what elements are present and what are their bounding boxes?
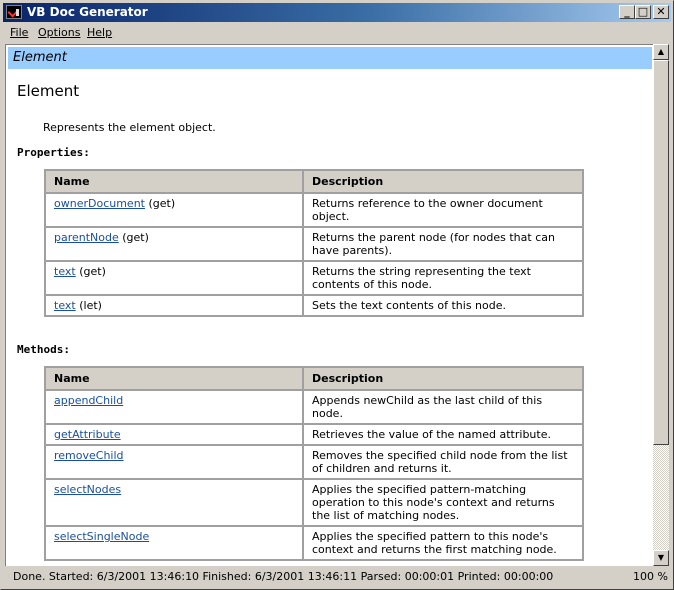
property-link[interactable]: ownerDocument — [54, 197, 145, 210]
property-accessor: (get) — [144, 197, 176, 210]
method-link[interactable]: removeChild — [54, 449, 124, 462]
property-name-cell — [45, 227, 303, 261]
methods-table — [44, 366, 584, 561]
property-description: Returns the parent node (for nodes that can have parents). — [303, 227, 583, 261]
properties-heading: Properties: — [17, 146, 90, 159]
property-name-cell — [45, 193, 303, 227]
table-row — [45, 445, 583, 479]
method-name-cell — [45, 445, 303, 479]
table-row — [45, 424, 583, 445]
scroll-thumb[interactable] — [653, 60, 669, 445]
property-description: Returns reference to the owner document object. — [303, 193, 583, 227]
window-title: VB Doc Generator — [27, 5, 148, 19]
method-name-cell — [45, 424, 303, 445]
title-bar[interactable] — [3, 3, 671, 22]
menu-options[interactable] — [38, 26, 80, 39]
menu-help-label: Help — [87, 26, 113, 39]
table-row — [45, 295, 583, 316]
table-header-row — [45, 170, 583, 193]
table-row — [45, 526, 583, 560]
method-link[interactable]: selectSingleNode — [54, 530, 150, 543]
status-text: Done. Started: 6/3/2001 13:46:10 Finished: 6/3/2001 13:46:11 Parsed: 00:00:01 Printed: 00:00:00 — [13, 570, 554, 583]
down-arrow-icon: ▼ — [657, 553, 665, 562]
method-link[interactable]: selectNodes — [54, 483, 122, 496]
doc-header: Element — [8, 47, 652, 69]
scroll-up-button[interactable] — [653, 44, 669, 60]
menu-help[interactable] — [87, 26, 112, 39]
app-icon[interactable] — [6, 5, 22, 19]
method-name-cell — [45, 479, 303, 526]
maximize-button[interactable]: □ — [635, 5, 651, 19]
menu-bar — [3, 23, 671, 42]
menu-options-label: Options — [38, 26, 81, 39]
method-link[interactable]: getAttribute — [54, 428, 121, 441]
page-title: Element — [17, 82, 80, 100]
property-link[interactable]: text — [54, 265, 76, 278]
method-description: Applies the specified pattern to this node's context and returns the first matching node. — [303, 526, 583, 560]
document-view[interactable] — [5, 44, 653, 566]
methods-heading: Methods: — [17, 343, 70, 356]
menu-file[interactable] — [10, 26, 28, 39]
table-row — [45, 479, 583, 526]
property-description: Returns the string representing the text contents of this node. — [303, 261, 583, 295]
property-accessor: (let) — [75, 299, 102, 312]
table-row — [45, 227, 583, 261]
properties-table — [44, 169, 584, 317]
property-description: Sets the text contents of this node. — [303, 295, 583, 316]
up-arrow-icon: ▲ — [657, 47, 665, 56]
vertical-scrollbar[interactable] — [653, 44, 669, 566]
method-description: Retrieves the value of the named attribute. — [303, 424, 583, 445]
table-row — [45, 261, 583, 295]
menu-file-label: File — [10, 26, 29, 39]
status-bar — [3, 567, 671, 587]
doc-description: Represents the element object. — [43, 121, 216, 134]
zoom-level: 100 % — [633, 570, 668, 583]
method-link[interactable]: appendChild — [54, 394, 124, 407]
table-header-row — [45, 367, 583, 390]
property-name-cell — [45, 261, 303, 295]
table-row — [45, 390, 583, 424]
scroll-down-button[interactable] — [653, 550, 669, 566]
close-button[interactable]: ✕ — [653, 5, 669, 19]
col-description-header: Description — [303, 170, 583, 193]
property-link[interactable]: parentNode — [54, 231, 119, 244]
col-name-header: Name — [45, 367, 303, 390]
method-description: Appends newChild as the last child of this node. — [303, 390, 583, 424]
col-description-header: Description — [303, 367, 583, 390]
minimize-button[interactable]: _ — [619, 5, 635, 19]
property-link[interactable]: text — [54, 299, 76, 312]
property-accessor: (get) — [75, 265, 106, 278]
method-description: Removes the specified child node from the list of children and returns it. — [303, 445, 583, 479]
method-name-cell — [45, 526, 303, 560]
col-name-header: Name — [45, 170, 303, 193]
method-name-cell — [45, 390, 303, 424]
table-row — [45, 193, 583, 227]
method-description: Applies the specified pattern-matching operation to this node's context and returns the list of matching nodes. — [303, 479, 583, 526]
property-name-cell — [45, 295, 303, 316]
property-accessor: (get) — [118, 231, 149, 244]
